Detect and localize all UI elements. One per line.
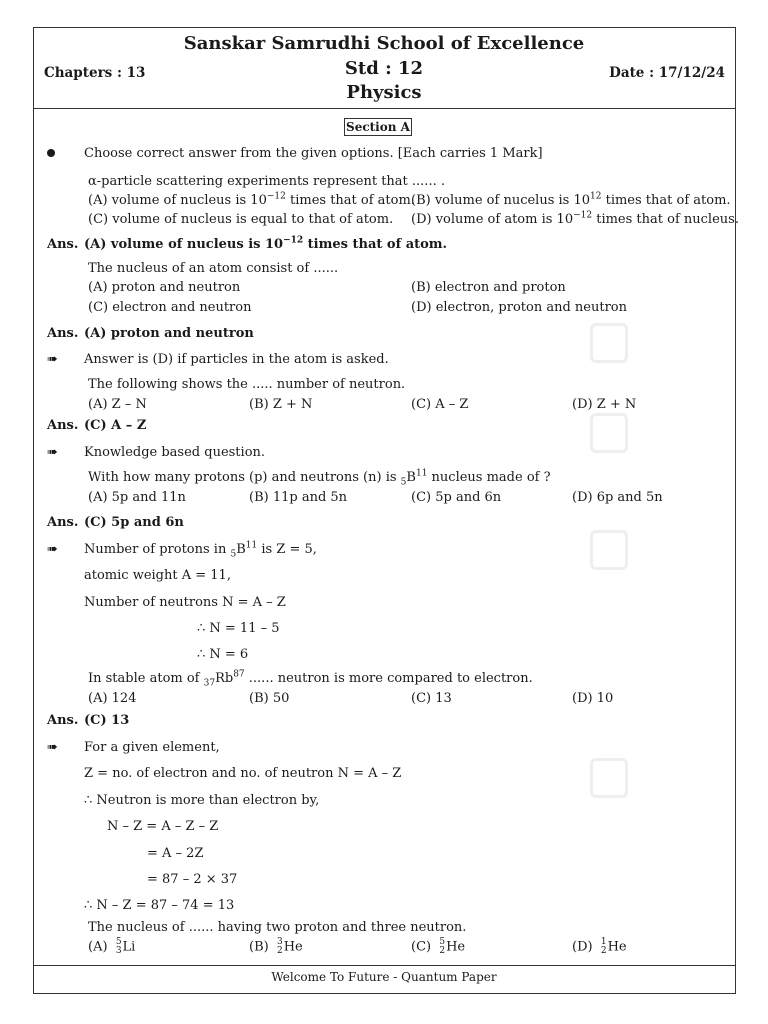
explanation-note: Knowledge based question. [84, 445, 266, 460]
option-b: (B) 3 2 He [249, 937, 303, 956]
answer: (C) A – Z [84, 418, 147, 433]
chapters-count: Chapters : 13 [44, 65, 146, 81]
explanation-line: = A – 2Z [147, 846, 204, 861]
option-d: (D) volume of atom is $10^{-12}$ times that of nucleus. [411, 210, 739, 227]
footer-text: Welcome To Future - Quantum Paper [271, 970, 497, 984]
option-b: (B) electron and proton [411, 280, 566, 295]
explanation-line: Z = no. of electron and no. of neutron N = A – Z [84, 766, 402, 781]
option-b: (B) volume of nucelus is $10^{12}$ times that of atom. [411, 191, 731, 208]
answer: (A) proton and neutron [84, 326, 254, 341]
arrow-icon: ➠ [47, 542, 58, 557]
option-a: (A) 5p and 11n [88, 490, 186, 505]
option-a: (A) 124 [88, 691, 137, 706]
watermark-logo [590, 758, 628, 798]
answer-label: Ans. [47, 326, 79, 341]
option-b: (B) 11p and 5n [249, 490, 348, 505]
explanation-line: ∴ N = 6 [197, 647, 249, 662]
arrow-icon: ➠ [47, 740, 58, 755]
subject-title: Physics [346, 82, 422, 103]
header-divider [33, 108, 736, 109]
option-c: (C) electron and neutron [88, 300, 252, 315]
option-c: (C) volume of nucleus is equal to that of atom. [88, 212, 394, 227]
option-d: (D) electron, proton and neutron [411, 300, 627, 315]
explanation-note: Answer is (D) if particles in the atom is asked. [84, 352, 389, 367]
question-stem: In stable atom of $_{37}Rb^{87}$ ...... neutron is more compared to electron. [88, 669, 533, 689]
arrow-icon: ➠ [47, 445, 58, 460]
option-c: (C) 5 2 He [411, 937, 466, 956]
answer: (C) 5p and 6n [84, 515, 184, 530]
explanation-line: ∴ Neutron is more than electron by, [84, 793, 320, 808]
footer-divider [33, 965, 736, 966]
explanation-line: N – Z = A – Z – Z [107, 819, 219, 834]
question-stem: The following shows the ..... number of neutron. [88, 377, 406, 392]
option-d: (D) 1 2 He [572, 937, 627, 956]
option-c: (C) 13 [411, 691, 452, 706]
instruction: Choose correct answer from the given options. [Each carries 1 Mark] [84, 146, 543, 161]
answer-label: Ans. [47, 515, 79, 530]
watermark-logo [590, 530, 628, 570]
option-b: (B) 50 [249, 691, 290, 706]
option-d: (D) 10 [572, 691, 614, 706]
option-c: (C) 5p and 6n [411, 490, 502, 505]
question-stem: The nucleus of ...... having two proton and three neutron. [88, 920, 467, 935]
option-a: (A) proton and neutron [88, 280, 241, 295]
explanation-line: Number of neutrons N = A – Z [84, 595, 286, 610]
school-name: Sanskar Samrudhi School of Excellence [183, 33, 585, 54]
option-d: (D) 6p and 5n [572, 490, 663, 505]
watermark-logo [590, 323, 628, 363]
explanation-line: ∴ N – Z = 87 – 74 = 13 [84, 898, 235, 913]
option-b: (B) Z + N [249, 397, 313, 412]
section-label: Section A [344, 118, 412, 136]
bullet-icon [47, 149, 55, 157]
explanation-line: ∴ N = 11 – 5 [197, 621, 280, 636]
option-a: (A) 5 3 Li [88, 937, 136, 956]
answer-label: Ans. [47, 713, 79, 728]
arrow-icon: ➠ [47, 352, 58, 367]
explanation-line: Number of protons in $_5B^{11}$ is Z = 5, [84, 540, 317, 560]
option-a: (A) volume of nucleus is $10^{-12}$ times that of atom. [88, 191, 415, 208]
explanation-line: = 87 – 2 × 37 [147, 872, 238, 887]
question-stem: With how many protons (p) and neutrons (n) is $_5B^{11}$ nucleus made of ? [88, 468, 551, 488]
option-c: (C) A – Z [411, 397, 469, 412]
answer-label: Ans. [47, 418, 79, 433]
answer: (C) 13 [84, 713, 130, 728]
page-border [33, 27, 736, 994]
exam-date: Date : 17/12/24 [609, 65, 725, 81]
question-stem: α-particle scattering experiments represent that ...... . [88, 174, 445, 189]
answer: (A) volume of nucleus is $10^{-12}$ times that of atom. [84, 235, 448, 252]
watermark-logo [590, 413, 628, 453]
question-stem: The nucleus of an atom consist of ...... [88, 261, 339, 276]
answer-label: Ans. [47, 237, 79, 252]
explanation-line: atomic weight A = 11, [84, 568, 231, 583]
option-a: (A) Z – N [88, 397, 147, 412]
option-d: (D) Z + N [572, 397, 637, 412]
standard: Std : 12 [344, 58, 424, 79]
explanation-line: For a given element, [84, 740, 220, 755]
